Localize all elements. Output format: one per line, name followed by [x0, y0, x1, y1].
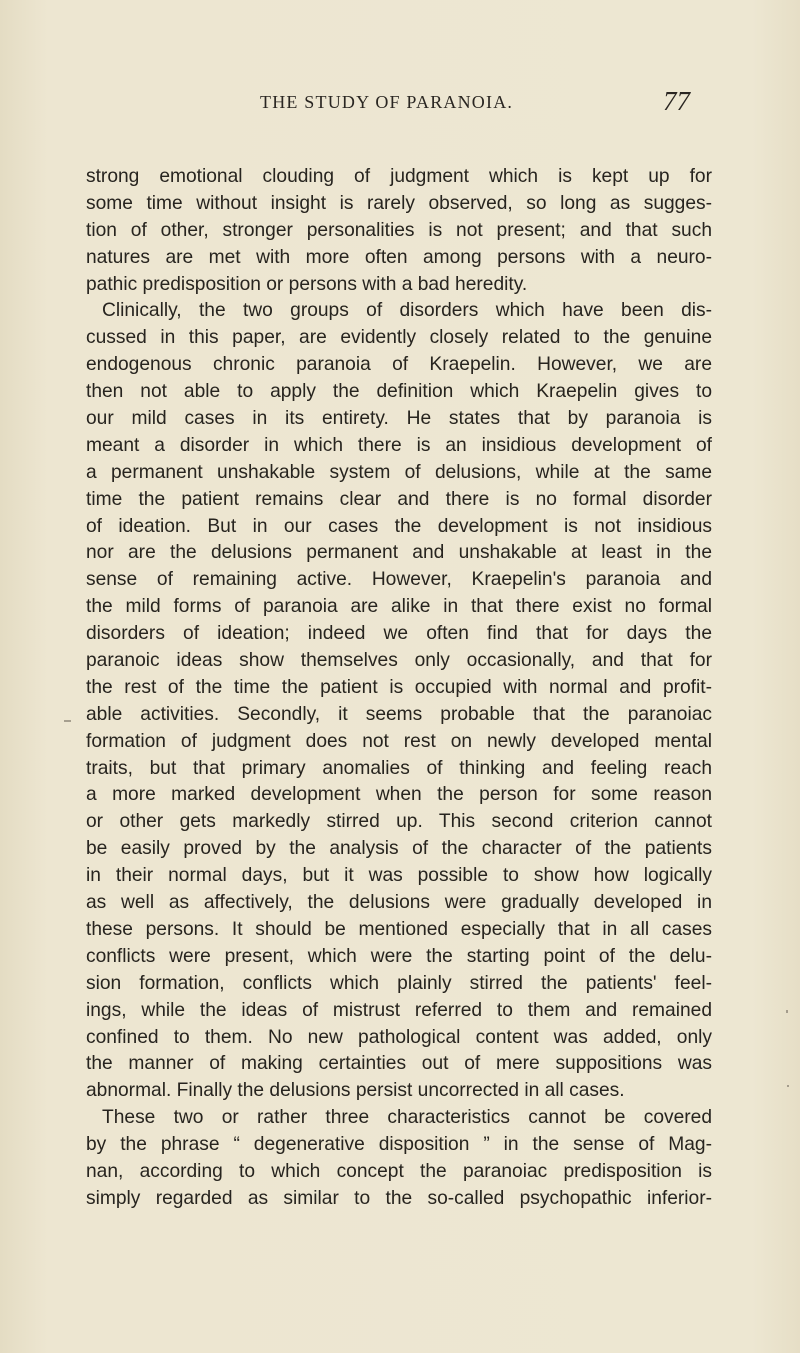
text-line: able activities. Secondly, it seems probable that the paranoiac: [86, 703, 712, 725]
text-line: tion of other, stronger personalities is not present; and that such: [86, 219, 712, 241]
text-line: our mild cases in its entirety. He states that by paranoia is: [86, 408, 712, 430]
margin-mark: [64, 720, 71, 722]
text-line: the manner of making certainties out of mere suppositions was: [86, 1053, 712, 1075]
text-line: meant a disorder in which there is an insidious development of: [86, 434, 712, 456]
text-line: the rest of the time the patient is occupied with normal and profit-: [86, 676, 712, 698]
text-line: Clinically, the two groups of disorders which have been dis-: [102, 300, 712, 322]
body-text: [86, 164, 712, 1213]
text-line: some time without insight is rarely observed, so long as sugges-: [86, 192, 712, 214]
page-number: 77: [663, 86, 690, 116]
text-line: these persons. It should be mentioned especially that in all cases: [86, 918, 712, 940]
text-line: abnormal. Finally the delusions persist uncorrected in all cases.: [86, 1080, 625, 1102]
text-line: be easily proved by the analysis of the character of the patients: [86, 838, 712, 860]
text-line: confined to them. No new pathological content was added, only: [86, 1026, 712, 1048]
text-line: traits, but that primary anomalies of thinking and feeling reach: [86, 757, 712, 779]
margin-mark: [786, 1010, 788, 1013]
margin-mark: [787, 1085, 789, 1087]
text-line: the mild forms of paranoia are alike in that there exist no formal: [86, 596, 712, 618]
text-line: by the phrase “ degenerative disposition ” in the sense of Mag-: [86, 1134, 712, 1156]
text-line: paranoic ideas show themselves only occasionally, and that for: [86, 650, 712, 672]
text-line: simply regarded as similar to the so-called psychopathic inferior-: [86, 1187, 712, 1209]
text-line: nan, according to which concept the paranoiac predisposition is: [86, 1160, 712, 1182]
text-line: disorders of ideation; indeed we often find that for days the: [86, 623, 712, 645]
text-line: These two or rather three characteristics cannot be covered: [102, 1107, 712, 1129]
text-line: natures are met with more often among persons with a neuro-: [86, 246, 712, 268]
text-line: in their normal days, but it was possible to show how logically: [86, 865, 712, 887]
text-line: nor are the delusions permanent and unshakable at least in the: [86, 542, 712, 564]
text-line: of ideation. But in our cases the development is not insidious: [86, 515, 712, 537]
text-line: then not able to apply the definition which Kraepelin gives to: [86, 381, 712, 403]
text-line: ings, while the ideas of mistrust referred to them and remained: [86, 999, 712, 1021]
text-line: a permanent unshakable system of delusions, while at the same: [86, 461, 712, 483]
text-line: as well as affectively, the delusions were gradually developed in: [86, 892, 712, 914]
text-line: cussed in this paper, are evidently closely related to the genuine: [86, 327, 712, 349]
text-line: or other gets markedly stirred up. This second criterion cannot: [86, 811, 712, 833]
page-header: [260, 86, 690, 120]
text-line: time the patient remains clear and there is no formal disorder: [86, 488, 712, 510]
text-line: strong emotional clouding of judgment which is kept up for: [86, 166, 712, 187]
text-line: pathic predisposition or persons with a bad heredity.: [86, 273, 528, 295]
text-line: formation of judgment does not rest on newly developed mental: [86, 730, 712, 752]
running-title: THE STUDY OF PARANOIA.: [260, 92, 514, 112]
text-line: endogenous chronic paranoia of Kraepelin. However, we are: [86, 354, 712, 376]
text-line: sense of remaining active. However, Kraepelin's paranoia and: [86, 569, 712, 591]
text-line: a more marked development when the person for some reason: [86, 784, 712, 806]
text-line: conflicts were present, which were the starting point of the delu-: [86, 945, 712, 967]
text-line: sion formation, conflicts which plainly stirred the patients' feel-: [86, 972, 712, 994]
